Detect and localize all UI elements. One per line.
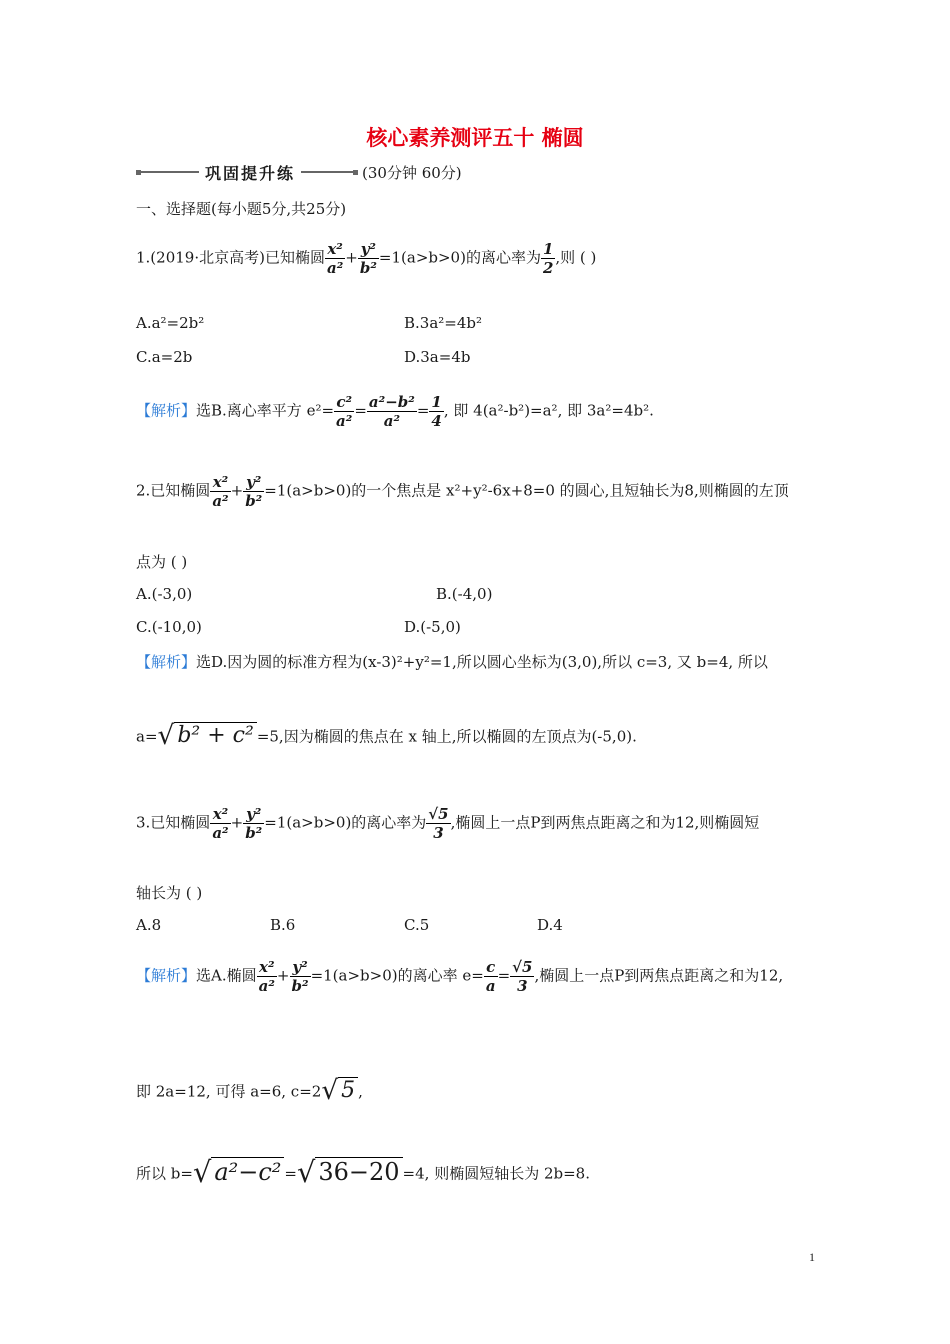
q1-analysis-a: 选B.离心率平方 e²= xyxy=(196,401,335,420)
q3-analysis-a: 选A.椭圆 xyxy=(196,966,257,985)
analysis-tag: 【解析】 xyxy=(136,653,197,671)
fraction-a2mb2-a2: $\frac{\text{a²−b²}}{\text{a²}}$ xyxy=(368,393,415,430)
section-banner xyxy=(136,160,462,184)
q2-option-d: D.(-5,0) xyxy=(404,618,461,636)
q2-analysis-c: =5,因为椭圆的焦点在 x 轴上,所以椭圆的左顶点为(-5,0). xyxy=(256,727,637,746)
fraction-y2-b2: $\frac{\text{y²}}{\text{b²}}$ xyxy=(245,805,263,842)
fraction-1-4: $\frac{1}{4}$ xyxy=(431,393,442,430)
q1-stem-c: ,则 ( ) xyxy=(555,248,597,267)
banner-dot-right xyxy=(353,170,358,175)
q2-analysis-a: 选D.因为圆的标准方程为(x-3)²+y²=1,所以圆心坐标为(3,0),所以 c=3, 又 b=4, 所以 xyxy=(196,653,768,671)
q3-option-c: C.5 xyxy=(404,916,430,934)
q2-analysis-b: a= xyxy=(136,727,158,746)
fraction-c2-a2: $\frac{\text{c²}}{\text{a²}}$ xyxy=(336,393,353,430)
q2-analysis-line2 xyxy=(136,720,637,751)
fraction-sqrt5-3: $\frac{√5}{3}$ xyxy=(428,805,449,842)
q3-option-d: D.4 xyxy=(537,916,563,934)
q3-option-a: A.8 xyxy=(136,916,162,934)
q2-option-a: A.(-3,0) xyxy=(136,585,193,603)
fraction-x2-a2: $\frac{\text{x²}}{\text{a²}}$ xyxy=(258,958,275,995)
q3-analysis-e: 所以 b= xyxy=(136,1164,193,1183)
q1-analysis: 【解析】选B.离心率平方 e²= $\frac{\text{c²}}{\text{a²}}$ = $\frac{\text{a²−b²}}{\text{a²}}$ = $\frac{1}{4}$ , 即 4(a²-b²)=a², 即 3a²=4b². xyxy=(136,393,654,430)
fraction-x2-a2: $\frac{\text{x²}}{\text{a²}}$ xyxy=(326,240,344,277)
fraction-x2-a2: $\frac{\text{x²}}{\text{a²}}$ xyxy=(212,473,229,510)
fraction-1-2: $\frac{1}{2}$ xyxy=(542,240,554,277)
q1-analysis-b: , 即 4(a²-b²)=a², 即 3a²=4b². xyxy=(443,401,654,420)
q2-stem-c: 点为 ( ) xyxy=(136,553,188,571)
banner-label: 巩固提升练 xyxy=(205,163,296,183)
q2-option-c: C.(-10,0) xyxy=(136,618,202,636)
q3-stem-d: 轴长为 ( ) xyxy=(136,884,203,902)
page-number: 1 xyxy=(809,1250,815,1264)
analysis-tag: 【解析】 xyxy=(136,401,197,420)
page-title: 核心素养测评五十 椭圆 xyxy=(366,126,584,150)
fraction-y2-b2: $\frac{\text{y²}}{\text{b²}}$ xyxy=(359,240,377,277)
q3-analysis-b: =1(a>b>0)的离心率 e= xyxy=(310,966,484,985)
q1-stem-a: 1.(2019·北京高考)已知椭圆 xyxy=(136,248,325,267)
q2-stem-a: 2.已知椭圆 xyxy=(136,481,211,500)
banner-line-left xyxy=(141,171,199,173)
section-heading: 一、选择题(每小题5分,共25分) xyxy=(136,200,347,218)
sqrt-a2-minus-c2: √ a²−c² xyxy=(193,1155,284,1189)
q3-stem-c: ,椭圆上一点P到两焦点距离之和为12,则椭圆短 xyxy=(450,813,760,832)
q3-analysis-d: 即 2a=12, 可得 a=6, c=2 xyxy=(136,1082,322,1101)
q1-stem-b: =1(a>b>0)的离心率为 xyxy=(378,248,541,267)
q3-analysis-line2: 即 2a=12, 可得 a=6, c=2√ 5 , xyxy=(136,1075,363,1106)
q3-analysis: 【解析】选A.椭圆 $\frac{\text{x²}}{\text{a²}}$ + $\frac{\text{y²}}{\text{b²}}$ =1(a>b>0)的离心率 e= $\frac{c}{a}$ = $\frac{√5}{3}$ ,椭圆上一点P到两焦点距离之和为12, xyxy=(136,958,784,995)
q2-analysis xyxy=(136,651,768,672)
fraction-y2-b2: $\frac{\text{y²}}{\text{b²}}$ xyxy=(291,958,309,995)
q2-stem-b: =1(a>b>0)的一个焦点是 x²+y²-6x+8=0 的圆心,且短轴长为8,则椭圆的左顶 xyxy=(264,481,789,500)
question-1: 1.(2019·北京高考)已知椭圆 $\frac{\text{x²}}{\text{a²}}$ + $\frac{\text{y²}}{\text{b²}}$ =1(a>b>0)的离心率为 $\frac{1}{2}$ ,则 ( ) xyxy=(136,240,597,277)
q1-option-d: D.3a=4b xyxy=(404,348,471,366)
q3-stem-a: 3.已知椭圆 xyxy=(136,813,211,832)
sqrt-5: √ 5 xyxy=(321,1075,358,1106)
analysis-tag: 【解析】 xyxy=(136,966,197,985)
fraction-y2-b2: $\frac{\text{y²}}{\text{b²}}$ xyxy=(245,473,263,510)
q2-option-b: B.(-4,0) xyxy=(436,585,493,603)
question-3: 3.已知椭圆 $\frac{\text{x²}}{\text{a²}}$ + $\frac{\text{y²}}{\text{b²}}$ =1(a>b>0)的离心率为 $\frac{√5}{3}$ ,椭圆上一点P到两焦点距离之和为12,则椭圆短 xyxy=(136,805,760,842)
sqrt-36-minus-20: √ 36−20 xyxy=(297,1155,403,1189)
banner-time: (30分钟 60分) xyxy=(362,163,462,182)
q3-option-b: B.6 xyxy=(270,916,296,934)
q1-option-c: C.a=2b xyxy=(136,348,193,366)
q1-option-a: A.a²=2b² xyxy=(136,314,205,332)
sqrt-b2-plus-c2: √ b² + c² xyxy=(158,720,257,751)
fraction-sqrt5-3: $\frac{√5}{3}$ xyxy=(512,958,533,995)
q3-stem-b: =1(a>b>0)的离心率为 xyxy=(264,813,427,832)
q3-analysis-f: =4, 则椭圆短轴长为 2b=8. xyxy=(402,1164,590,1183)
banner-line-right xyxy=(301,171,353,173)
question-2: 2.已知椭圆 $\frac{\text{x²}}{\text{a²}}$ + $\frac{\text{y²}}{\text{b²}}$ =1(a>b>0)的一个焦点是 x²+y²-6x+8=0 的圆心,且短轴长为8,则椭圆的左顶 xyxy=(136,473,789,510)
fraction-x2-a2: $\frac{\text{x²}}{\text{a²}}$ xyxy=(212,805,229,842)
q3-analysis-c: ,椭圆上一点P到两焦点距离之和为12, xyxy=(534,966,784,985)
q1-option-b: B.3a²=4b² xyxy=(404,314,483,332)
fraction-c-a: $\frac{c}{a}$ xyxy=(485,958,496,995)
q3-analysis-line3: 所以 b=√ a²−c² =√ 36−20 =4, 则椭圆短轴长为 2b=8. xyxy=(136,1155,590,1189)
